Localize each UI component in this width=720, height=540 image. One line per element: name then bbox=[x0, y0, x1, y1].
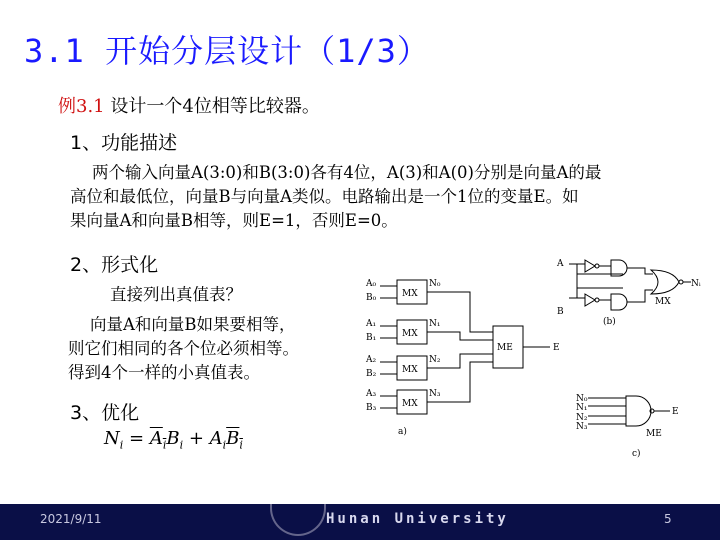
svg-text:E: E bbox=[553, 343, 560, 353]
page-title: 3.1 开始分层设计（1/3） bbox=[24, 32, 430, 70]
svg-text:a): a) bbox=[398, 427, 407, 436]
svg-text:N₀: N₀ bbox=[429, 279, 441, 289]
university-seal-icon bbox=[270, 504, 326, 536]
example-text: 设计一个4位相等比较器。 bbox=[110, 96, 320, 117]
svg-text:N₁: N₁ bbox=[576, 403, 588, 413]
svg-text:B₂: B₂ bbox=[366, 369, 377, 379]
comparator-diagram-a bbox=[360, 266, 570, 436]
svg-text:MX: MX bbox=[402, 329, 418, 339]
svg-text:B₀: B₀ bbox=[366, 293, 377, 303]
svg-text:E: E bbox=[672, 407, 679, 417]
section2-line-3: 则它们相同的各个位必须相等。 bbox=[68, 339, 299, 358]
svg-text:A₁: A₁ bbox=[366, 319, 377, 329]
page-number: 5 bbox=[664, 512, 672, 526]
section3-heading: 3、优化 bbox=[70, 402, 140, 424]
section1-line-1: 两个输入向量A(3:0)和B(3:0)各有4位，A(3)和A(0)分别是向量A的最 bbox=[92, 163, 602, 182]
footer-date: 2021/9/11 bbox=[40, 512, 102, 526]
svg-text:A: A bbox=[557, 259, 564, 269]
svg-text:(b): (b) bbox=[603, 317, 616, 327]
comparator-diagram-c bbox=[570, 392, 690, 462]
svg-text:N₂: N₂ bbox=[576, 413, 588, 423]
mx-label: MX bbox=[402, 289, 418, 299]
example-prefix: 例3.1 bbox=[58, 96, 105, 117]
svg-text:B₁: B₁ bbox=[366, 333, 377, 343]
svg-text:MX: MX bbox=[402, 399, 418, 409]
svg-text:MX: MX bbox=[402, 365, 418, 375]
section2-line-4: 得到4个一样的小真值表。 bbox=[68, 363, 260, 382]
svg-text:A₃: A₃ bbox=[366, 389, 377, 399]
example-line bbox=[58, 92, 320, 118]
svg-text:B₃: B₃ bbox=[366, 403, 377, 413]
svg-text:Nᵢ: Nᵢ bbox=[691, 279, 701, 289]
section2-line-2: 向量A和向量B如果要相等， bbox=[90, 315, 296, 334]
svg-text:N₂: N₂ bbox=[429, 355, 441, 365]
section1-line-3: 果向量A和向量B相等，则E=1，否则E=0。 bbox=[70, 211, 398, 230]
svg-text:ME: ME bbox=[646, 429, 662, 439]
svg-text:B: B bbox=[557, 307, 564, 317]
section2-heading: 2、形式化 bbox=[70, 254, 159, 276]
section1-heading: 1、功能描述 bbox=[70, 132, 178, 154]
footer-university: Hunan University bbox=[326, 511, 509, 527]
svg-text:N₃: N₃ bbox=[576, 422, 588, 432]
svg-text:c): c) bbox=[632, 449, 641, 459]
svg-text:A₀: A₀ bbox=[366, 279, 377, 289]
svg-text:A₂: A₂ bbox=[366, 355, 377, 365]
svg-text:N₃: N₃ bbox=[429, 389, 441, 399]
svg-text:MX: MX bbox=[655, 297, 671, 307]
footer-bar bbox=[0, 504, 720, 540]
svg-text:ME: ME bbox=[497, 343, 513, 353]
svg-text:N₁: N₁ bbox=[429, 319, 441, 329]
section2-line-1: 直接列出真值表？ bbox=[110, 285, 242, 304]
formula: $N_i = A_iB_i + A_iB_i$ bbox=[104, 428, 243, 452]
comparator-diagram-b bbox=[555, 250, 705, 330]
section1-line-2: 高位和最低位，向量B与向量A类似。电路输出是一个1位的变量E。如 bbox=[70, 187, 579, 206]
svg-text:N₀: N₀ bbox=[576, 394, 588, 404]
